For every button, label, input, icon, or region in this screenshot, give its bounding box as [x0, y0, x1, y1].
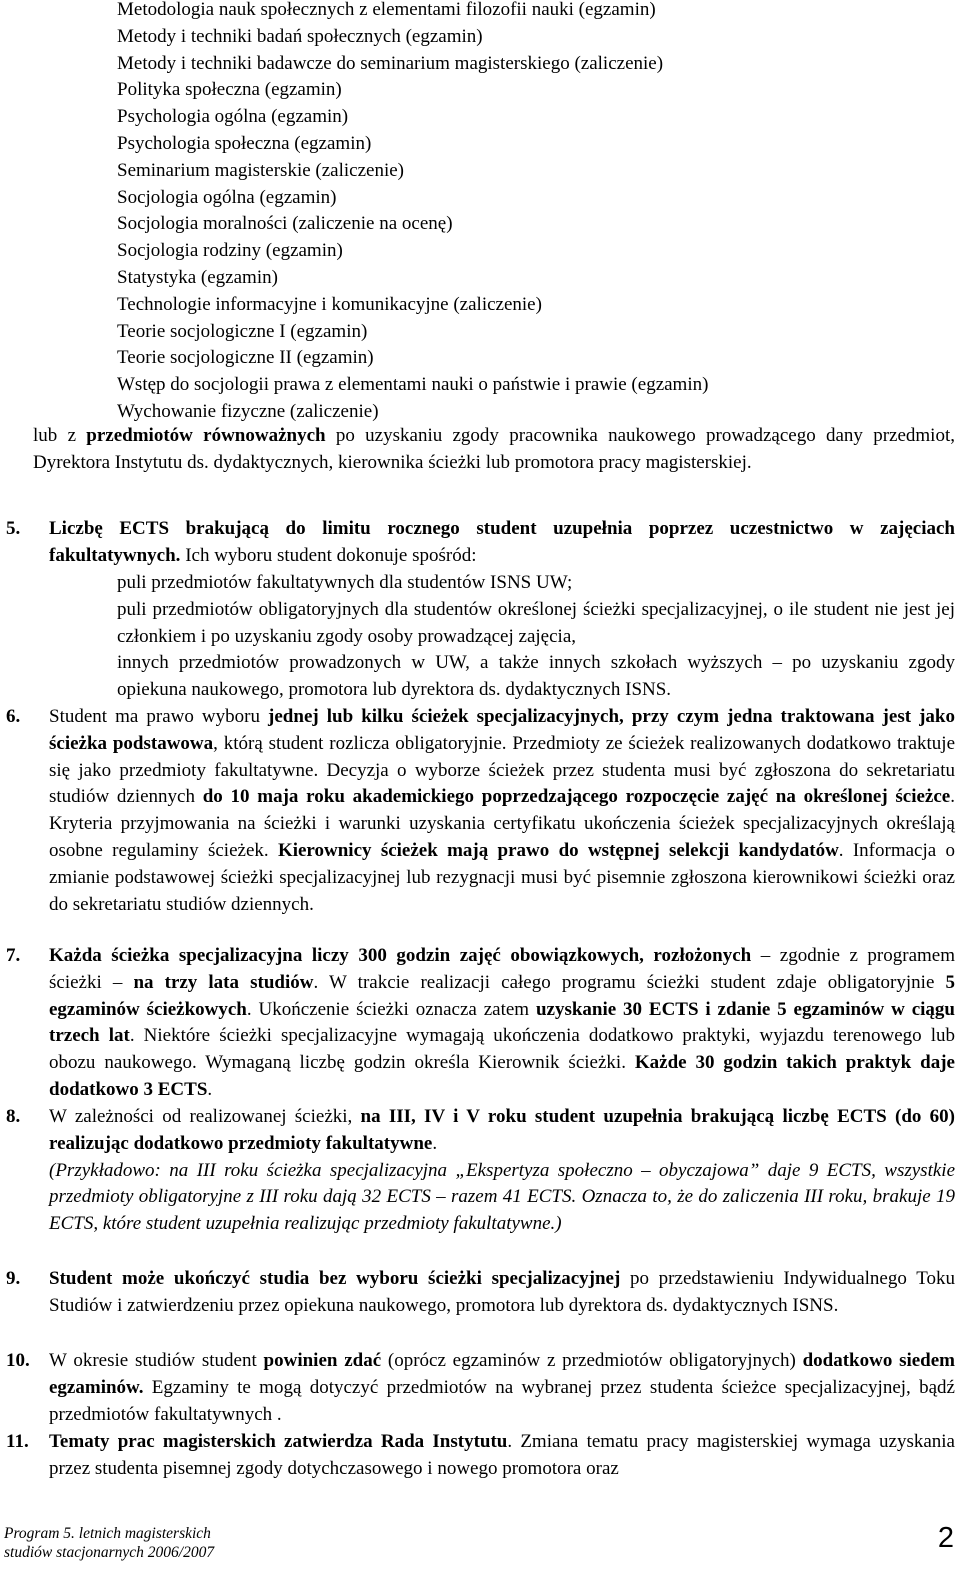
item-text: Student ma prawo wyboru	[49, 706, 269, 727]
rule-item-8	[6, 1104, 956, 1238]
example-note: (Przykładowo: na III roku ścieżka specjalizacyjna „Ekspertyza społeczno – obyczajowa” daje 9 ECTS, wszystkie przedmioty obligatoryjne z III roku dają 32 ECTS – razem 41 ECTS. Oznacza to, że do zaliczenia III roku, brakuje 19 ECTS, które student uzupełnia realizując przedmioty fakultatywne.)	[49, 1159, 955, 1235]
rule-item-5	[6, 516, 956, 570]
item-number: 6.	[6, 706, 21, 727]
paragraph-text: po uzyskaniu zgody pracownika naukowego prowadzącego dany przedmiot, Dyrektora Instytutu ds. dydaktycznych, kierownika ścieżki lub promotora pracy magisterskiej.	[33, 425, 955, 473]
item-text: , którą student rozlicza obligatoryjnie. Przedmioty ze ścieżek realizowanych dodatkowo traktuje się jako przedmioty fakultatywne. Decyzja o wyborze ścieżek przez studenta musi być zgłoszona do sekretariatu studiów dziennych	[49, 732, 955, 808]
paragraph-emphasis: przedmiotów równoważnych	[86, 425, 326, 446]
item-emphasis: 5 egzaminów ścieżkowych	[49, 971, 955, 1020]
list-item: Psychologia społeczna (egzamin)	[117, 132, 372, 154]
item-number: 9.	[6, 1268, 21, 1289]
alternative-subjects-paragraph	[33, 423, 955, 477]
item-emphasis: na III, IV i V roku student uzupełnia brakującą liczbę ECTS (do 60) realizując dodatkowo przedmioty fakultatywne	[49, 1106, 955, 1154]
item-emphasis: Kierownicy ścieżek mają prawo do wstępnej selekcji kandydatów	[277, 839, 839, 861]
item-emphasis: Każda ścieżka specjalizacyjna liczy 300 godzin zajęć obowiązkowych, rozłożonych	[49, 945, 752, 966]
item-emphasis: Tematy prac magisterskich zatwierdza Rada Instytutu	[49, 1431, 508, 1452]
item-emphasis: na trzy lata studiów	[133, 971, 314, 993]
footer-line: Program 5. letnich magisterskich	[4, 1525, 211, 1542]
list-item: Teorie socjologiczne I (egzamin)	[117, 320, 368, 342]
item-emphasis: powinien zdać	[263, 1350, 382, 1371]
list-item: Statystyka (egzamin)	[117, 266, 278, 288]
item-emphasis: jednej lub kilku ścieżek specjalizacyjnych, przy czym jedna traktowana jest jako ścieżka podstawowa	[49, 706, 955, 754]
elective-source-1	[117, 570, 955, 597]
list-item: Psychologia ogólna (egzamin)	[117, 106, 349, 128]
rule-item-10	[6, 1348, 956, 1428]
item-emphasis: Każde 30 godzin takich praktyk daje dodatkowo 3 ECTS	[49, 1052, 955, 1100]
elective-source-2	[117, 597, 955, 651]
list-item: Technologie informacyjne i komunikacyjne (zaliczenie)	[117, 293, 542, 315]
item-text: . Kryteria przyjmowania na ścieżki i warunki uzyskania certyfikatu ukończenia ścieżek specjalizacyjnych określają osobne regulaminy ścieżek.	[49, 786, 955, 861]
item-number: 10.	[6, 1350, 30, 1371]
rule-item-7	[6, 943, 956, 1104]
item-text: (oprócz egzaminów z przedmiotów obligatoryjnych)	[381, 1350, 803, 1371]
list-item: innych przedmiotów prowadzonych w UW, a także innych szkołach wyższych – po uzyskaniu zgody opiekuna naukowego, promotora lub dyrektora ds. dydaktycznych ISNS.	[117, 652, 955, 700]
item-text: . Ukończenie ścieżki oznacza zatem	[246, 998, 536, 1020]
item-text: . Informacja o zmianie podstawowej ścieżki specjalizacyjnej lub rezygnacji musi być pisemnie zgłoszona kierownikowi ścieżki oraz do sekretariatu studiów dziennych.	[49, 839, 955, 915]
item-number: 7.	[6, 945, 21, 966]
item-text: Egzaminy te mogą dotyczyć przedmiotów na wybranej przez studenta ścieżce specjalizacyjnej, bądź przedmiotów fakultatywnych .	[49, 1376, 955, 1425]
list-item: Teorie socjologiczne II (egzamin)	[117, 347, 374, 369]
item-text: . W trakcie realizacji całego programu ścieżki student zdaje obligatoryjnie	[313, 971, 946, 993]
rule-item-6	[6, 704, 956, 918]
list-item: puli przedmiotów fakultatywnych dla studentów ISNS UW;	[117, 572, 573, 593]
paragraph-text: lub z	[33, 425, 87, 446]
list-item: Metody i techniki badawcze do seminarium magisterskiego (zaliczenie)	[117, 52, 664, 74]
item-text: .	[432, 1132, 438, 1154]
list-item: Metody i techniki badań społecznych (egzamin)	[117, 25, 483, 47]
item-text: W zależności od realizowanej ścieżki,	[49, 1106, 361, 1127]
item-text: . Niektóre ścieżki specjalizacyjne wymagają ukończenia dodatkowo praktyki, wyjazdu terenowego lub obozu naukowego. Wymaganą liczbę godzin określa Kierownik ścieżki.	[49, 1025, 955, 1074]
page-number: 2	[937, 1522, 954, 1554]
subject-list	[117, 0, 947, 426]
item-number: 11.	[6, 1431, 29, 1452]
list-item: Socjologia rodziny (egzamin)	[117, 240, 343, 262]
list-item: Socjologia moralności (zaliczenie na ocenę)	[117, 213, 453, 235]
list-item: puli przedmiotów obligatoryjnych dla studentów określonej ścieżki specjalizacyjnej, o ile student nie jest jej członkiem i po uzyskaniu zgody osoby prowadzącej zajęcia,	[117, 599, 955, 647]
item-emphasis: do 10 maja roku akademickiego poprzedzającego rozpoczęcie zajęć na określonej ścieżce	[202, 786, 951, 808]
item-text: .	[207, 1078, 213, 1100]
item-emphasis: uzyskanie 30 ECTS i zdanie 5 egzaminów w ciągu trzech lat	[49, 998, 955, 1047]
item-number: 8.	[6, 1106, 21, 1127]
item-text: Ich wyboru student dokonuje spośród:	[180, 544, 477, 566]
list-item: Metodologia nauk społecznych z elementami filozofii nauki (egzamin)	[117, 0, 656, 20]
item-text: – zgodnie z programem ścieżki –	[49, 945, 955, 993]
footer-line: studiów stacjonarnych 2006/2007	[4, 1544, 215, 1561]
item-emphasis: dodatkowo siedem egzaminów.	[49, 1350, 956, 1398]
item-number: 5.	[6, 518, 21, 539]
item-text: . Zmiana tematu pracy magisterskiej wymaga uzyskania przez studenta pisemnej zgody dotychczasowego i nowego promotora oraz	[49, 1431, 955, 1479]
list-item: Seminarium magisterskie (zaliczenie)	[117, 159, 404, 181]
item-emphasis: Liczbę ECTS brakującą do limitu rocznego student uzupełnia poprzez uczestnictwo w zajęciach fakultatywnych.	[49, 518, 955, 566]
page-footer	[4, 1524, 214, 1562]
item-emphasis: Student może ukończyć studia bez wyboru ścieżki specjalizacyjnej	[49, 1268, 621, 1289]
elective-source-3	[117, 650, 955, 704]
item-text: W okresie studiów student	[49, 1350, 264, 1371]
list-item: Polityka społeczna (egzamin)	[117, 79, 342, 101]
item-text: po przedstawieniu Indywidualnego Toku Studiów i zatwierdzeniu przez opiekuna naukowego, promotora lub dyrektora ds. dydaktycznych ISNS.	[49, 1268, 955, 1316]
list-item: Socjologia ogólna (egzamin)	[117, 186, 337, 208]
rule-item-11	[6, 1429, 956, 1483]
rule-item-9	[6, 1266, 956, 1320]
list-item: Wychowanie fizyczne (zaliczenie)	[117, 400, 379, 422]
list-item: Wstęp do socjologii prawa z elementami nauki o państwie i prawie (egzamin)	[117, 374, 709, 396]
